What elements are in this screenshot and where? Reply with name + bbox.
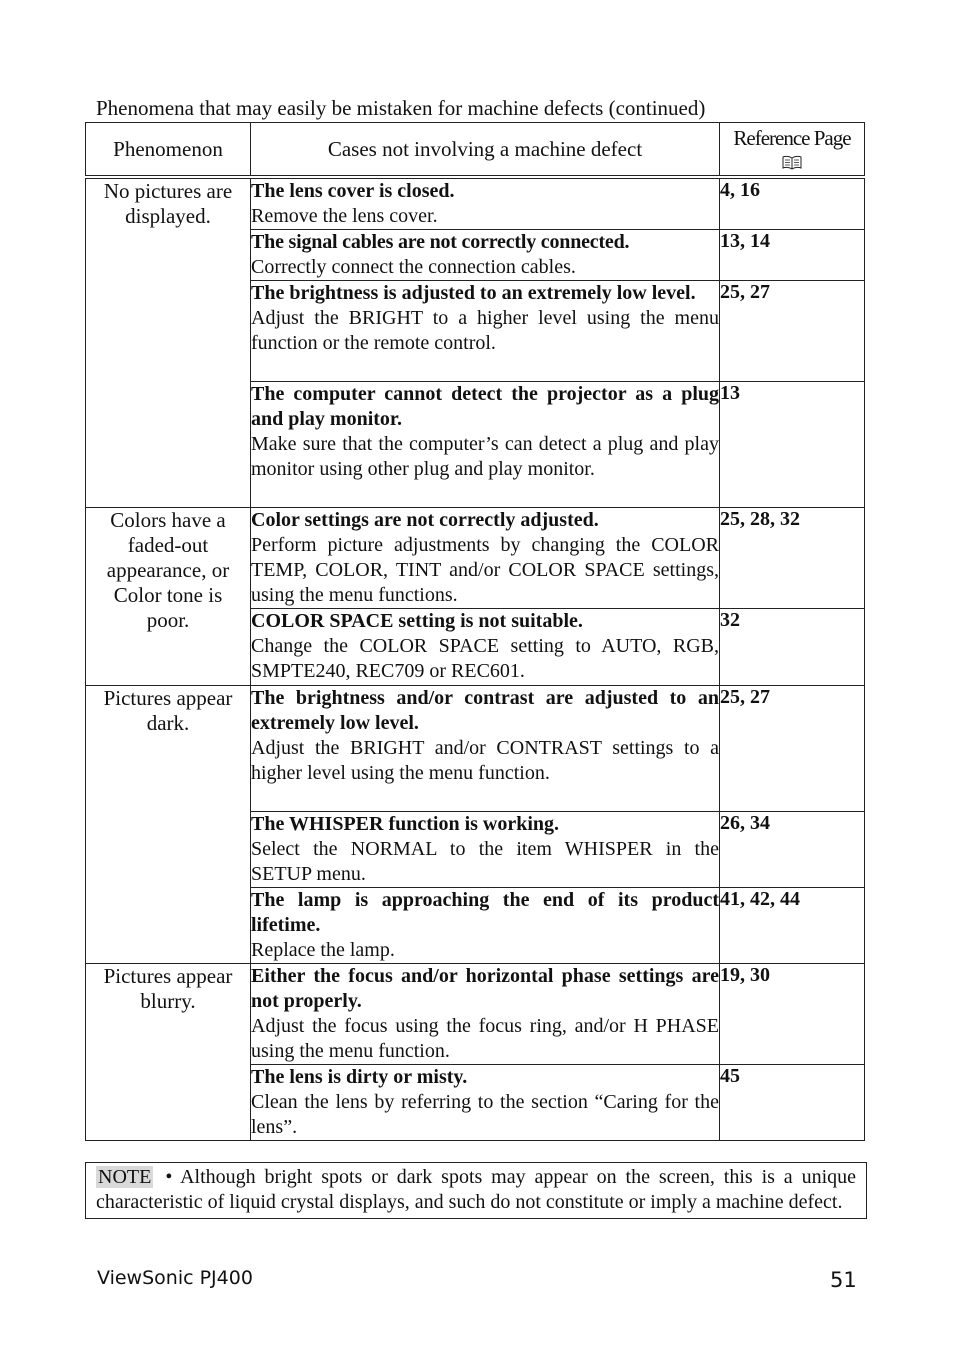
- reference-pages: 32: [720, 609, 865, 686]
- header-phenomenon: Phenomenon: [86, 123, 251, 178]
- footer-brand: ViewSonic PJ400: [97, 1267, 253, 1289]
- cause-text: The lens is dirty or misty.: [251, 1066, 468, 1088]
- case-cell: [251, 230, 720, 281]
- case-cell: [251, 964, 720, 1065]
- reference-pages: 45: [720, 1065, 865, 1141]
- page-number: 51: [830, 1268, 857, 1292]
- table-header-row: [86, 123, 865, 178]
- table-row: [86, 177, 865, 230]
- case-cell: [251, 382, 720, 508]
- case-cell: [251, 812, 720, 888]
- cause-text: The lens cover is closed.: [251, 180, 455, 202]
- header-cases: Cases not involving a machine defect: [251, 123, 720, 178]
- reference-pages: 25, 28, 32: [720, 508, 865, 609]
- note-box: [85, 1162, 867, 1219]
- cause-text: Color settings are not correctly adjusted.: [251, 509, 599, 531]
- fix-text: Adjust the focus using the focus ring, and/or H PHASE using the menu function.: [251, 1015, 719, 1062]
- header-reference-label: Reference Page: [733, 126, 851, 150]
- fix-text: Adjust the BRIGHT and/or CONTRAST settings to a higher level using the menu function.: [251, 737, 719, 784]
- fix-text: Select the NORMAL to the item WHISPER in the SETUP menu.: [251, 838, 719, 885]
- cause-text: The computer cannot detect the projector as a plug and play monitor.: [251, 383, 719, 430]
- table-row: [86, 686, 865, 812]
- book-icon: [782, 155, 802, 170]
- reference-pages: 4, 16: [720, 177, 865, 230]
- cause-text: Either the focus and/or horizontal phase settings are not properly.: [251, 965, 719, 1012]
- header-reference: [720, 123, 865, 178]
- fix-text: Perform picture adjustments by changing the COLOR TEMP, COLOR, TINT and/or COLOR SPACE settings, using the menu functions.: [251, 534, 719, 606]
- fix-text: Change the COLOR SPACE setting to AUTO, RGB, SMPTE240, REC709 or REC601.: [251, 635, 719, 682]
- cause-text: The WHISPER function is working.: [251, 813, 560, 835]
- phenomenon-no-pictures: No pictures are displayed.: [86, 177, 251, 508]
- reference-pages: 19, 30: [720, 964, 865, 1065]
- cause-text: The signal cables are not correctly connected.: [251, 231, 630, 253]
- table-row: [86, 964, 865, 1065]
- table-caption: Phenomena that may easily be mistaken for machine defects (continued): [96, 96, 706, 120]
- case-cell: [251, 1065, 720, 1141]
- case-cell: [251, 609, 720, 686]
- case-cell: [251, 888, 720, 964]
- phenomenon-pictures-blurry: Pictures appear blurry.: [86, 964, 251, 1141]
- fix-text: Correctly connect the connection cables.: [251, 256, 576, 278]
- fix-text: Clean the lens by referring to the section “Caring for the lens”.: [251, 1091, 719, 1138]
- cause-text: COLOR SPACE setting is not suitable.: [251, 610, 583, 632]
- phenomenon-colors-faded: Colors have a faded-out appearance, or Color tone is poor.: [86, 508, 251, 686]
- case-cell: [251, 177, 720, 230]
- fix-text: Make sure that the computer’s can detect a plug and play monitor using other plug and play monitor.: [251, 433, 719, 480]
- phenomenon-pictures-dark: Pictures appear dark.: [86, 686, 251, 964]
- cause-text: The lamp is approaching the end of its product lifetime.: [251, 889, 719, 936]
- reference-pages: 13, 14: [720, 230, 865, 281]
- fix-text: Adjust the BRIGHT to a higher level using the menu function or the remote control.: [251, 307, 719, 354]
- case-cell: [251, 281, 720, 382]
- reference-pages: 13: [720, 382, 865, 508]
- case-cell: [251, 508, 720, 609]
- case-cell: [251, 686, 720, 812]
- troubleshooting-table: [85, 122, 865, 1141]
- reference-pages: 26, 34: [720, 812, 865, 888]
- note-label: NOTE: [98, 1166, 152, 1188]
- reference-pages: 25, 27: [720, 281, 865, 382]
- fix-text: Replace the lamp.: [251, 939, 395, 961]
- reference-pages: 25, 27: [720, 686, 865, 812]
- table-row: [86, 508, 865, 609]
- reference-pages: 41, 42, 44: [720, 888, 865, 964]
- cause-text: The brightness and/or contrast are adjusted to an extremely low level.: [251, 687, 719, 734]
- note-text: • Although bright spots or dark spots may appear on the screen, this is a unique characteristic of liquid crystal displays, and such do not constitute or imply a machine defect.: [96, 1166, 856, 1213]
- cause-text: The brightness is adjusted to an extremely low level.: [251, 282, 696, 304]
- fix-text: Remove the lens cover.: [251, 205, 438, 227]
